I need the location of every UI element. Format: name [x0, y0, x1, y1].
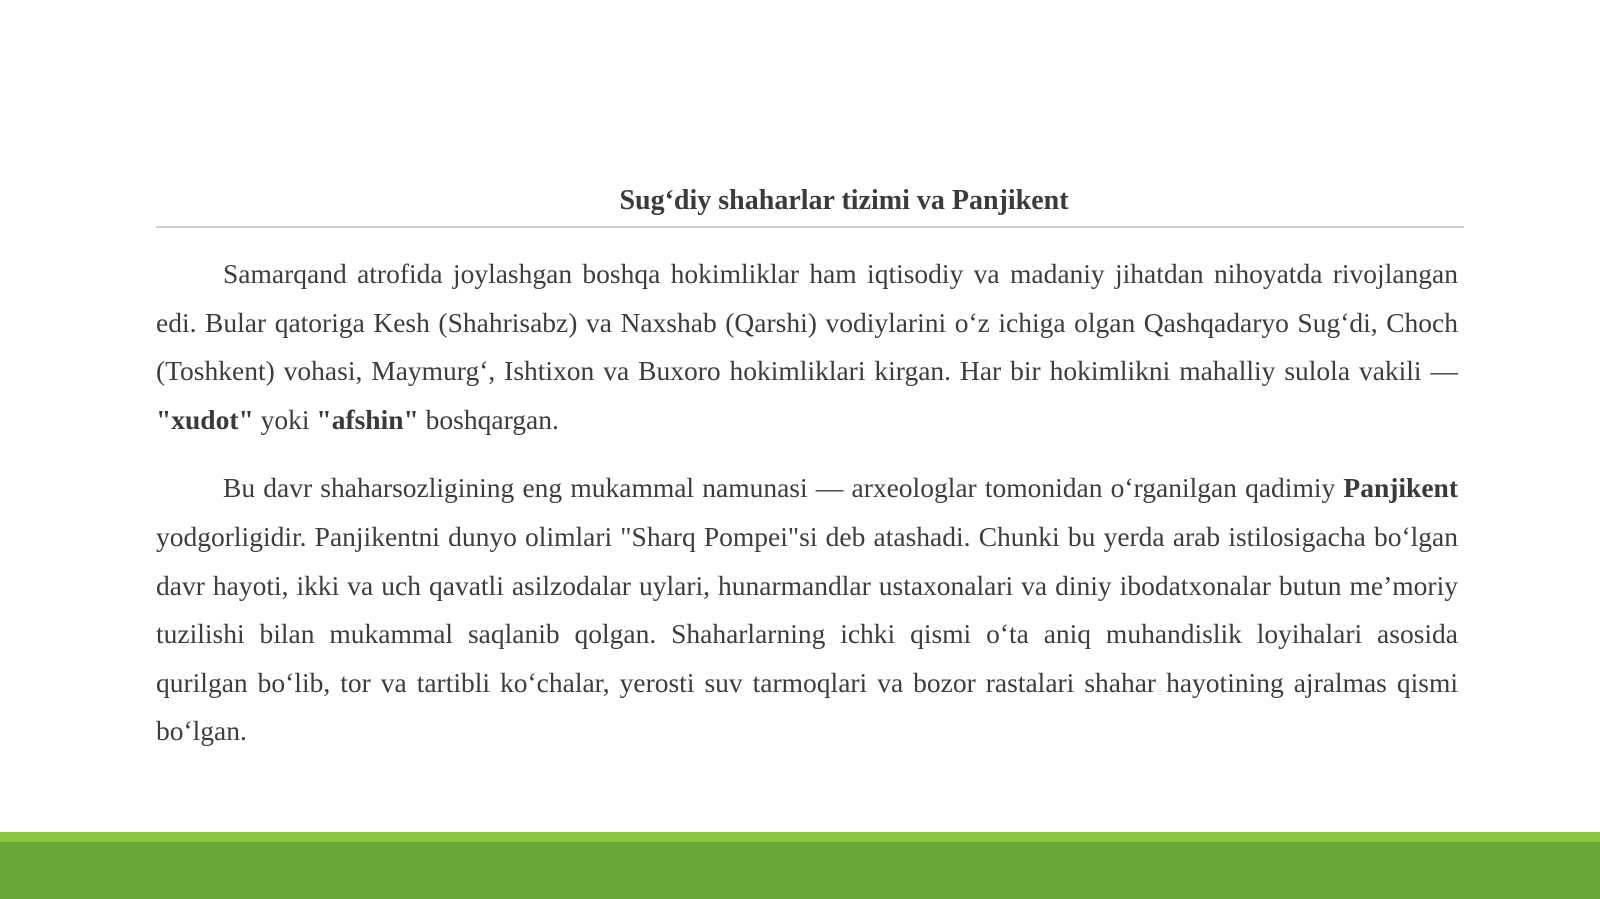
paragraph-sogd-principalities [156, 250, 1458, 444]
paragraph-text: yodgorligidir. Panjikentni dunyo olimlari "Sharq Pompei"si deb atashadi. Chunki bu yerda arab istilosigacha bo‘lgan davr hayoti, ikki va uch qavatli asilzodalar uylari, hunarmandlar ustaxonalari va diniy ibodatxonalar butun me’moriy tuzilishi bilan mukammal saqlanib qolgan. Shaharlarning ichki qismi o‘ta aniq muhandislik loyihalari asosida qurilgan bo‘lib, tor va tartibli ko‘chalar, yerosti suv tarmoqlari va bozor rastalari shahar hayotining ajralmas qismi bo‘lgan. [156, 520, 1458, 747]
term-panjikent: Panjikent [1343, 472, 1458, 504]
footer-accent-stripe [0, 832, 1600, 842]
slide-title: Sug‘diy shaharlar tizimi va Panjikent [619, 185, 1069, 216]
slide-body [156, 250, 1458, 756]
title-divider [156, 226, 1464, 228]
paragraph-text: Samarqand atrofida joylashgan boshqa hokimliklar ham iqtisodiy va madaniy jihatdan nihoyatda rivojlangan edi. Bular qatoriga Kesh (Shahrisabz) va Naxshab (Qarshi) vodiylarini o‘z ichiga olgan Qashqadaryo Sug‘di, Choch (Toshkent) vohasi, Maymurg‘, Ishtixon va Buxoro hokimliklari kirgan. Har bir hokimlikni mahalliy sulola vakili — [156, 258, 1458, 387]
footer-band [0, 842, 1600, 899]
paragraph-text: Bu davr shaharsozligining eng mukammal namunasi — arxeologlar tomonidan o‘rganilgan qadimiy [223, 472, 1344, 504]
paragraph-text: yoki [253, 403, 317, 435]
paragraph-panjikent [156, 464, 1458, 756]
paragraph-text: boshqargan. [418, 403, 559, 435]
term-afshin: "afshin" [316, 403, 419, 435]
term-xudot: "xudot" [156, 403, 254, 435]
